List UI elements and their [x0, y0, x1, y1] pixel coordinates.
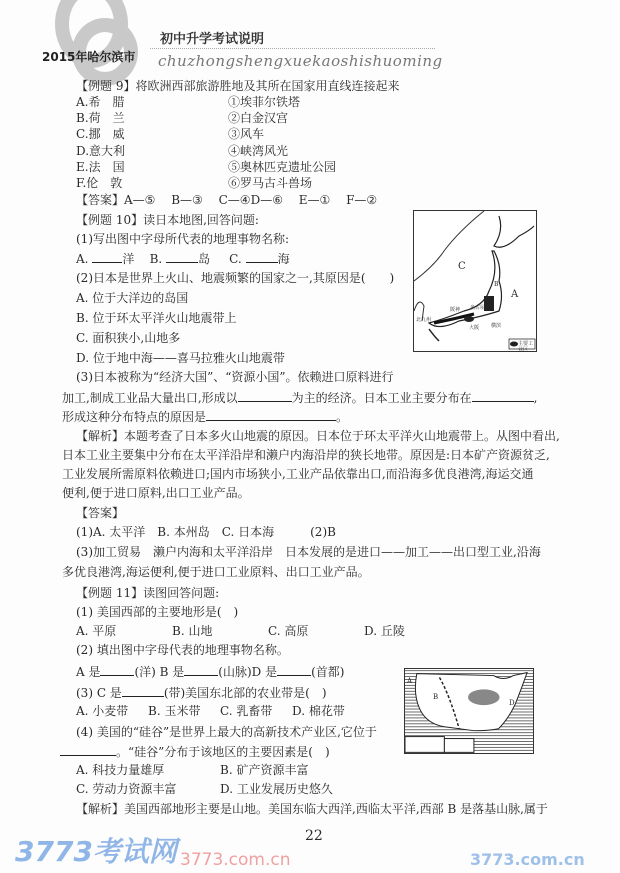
text: 形成这种分布特点的原因是 — [62, 410, 207, 424]
text: (带)美国东北部的农业带是( ) — [163, 686, 327, 700]
header-city: 2015年哈尔滨市 — [42, 50, 136, 64]
ex10-analysis: 日本工业主要集中分布在太平洋沿岸和濑户内海沿岸的狭长地带。原因是:日本矿产资源贫乏, — [62, 448, 550, 462]
ex9-country: E.法 国 — [76, 160, 125, 174]
text: 。 — [336, 410, 349, 424]
map-label-a: A — [407, 677, 413, 685]
ex11-q4: (4) 美国的“硅谷”是世界上最大的高新技术产业区,它位于 — [76, 725, 377, 739]
ex10-q3-line2 — [62, 389, 537, 406]
option: D. 工业发展历史悠久 — [220, 782, 333, 796]
ex11-q1: (1) 美国西部的主要地形是( ) — [76, 605, 239, 619]
map-city: 名古屋 — [470, 305, 486, 311]
text: , — [533, 391, 538, 405]
ex9-place: ⑥罗马古斗兽场 — [228, 176, 313, 190]
option: A. 小麦带 — [76, 704, 129, 718]
label: 岛 — [198, 252, 211, 266]
ex11-analysis: 【解析】美国西部地形主要是山地。美国东临大西洋,西临太平洋,西部 B 是落基山脉,属于 — [76, 802, 548, 816]
ex9-title: 【例题 9】将欧洲西部旅游胜地及其所在国家用直线连接起来 — [76, 79, 400, 93]
ex10-answer-label: 【答案】 — [76, 506, 125, 520]
ex10-answer: (1)A. 太平洋 B. 本州岛 C. 日本海 (2)B — [76, 525, 336, 539]
map-label-b: B — [433, 693, 439, 701]
answer-blank[interactable] — [184, 663, 218, 676]
ex10-analysis: 便利,便于进口原料,出口工业产品。 — [62, 486, 250, 500]
ex9-place: ②白金汉宫 — [228, 111, 289, 125]
label: 海 — [277, 252, 290, 266]
ex11-q1-options — [76, 623, 405, 639]
option: D. 棉花带 — [292, 704, 345, 718]
header-title: 初中升学考试说明 — [160, 32, 265, 47]
text: A 是 — [76, 665, 101, 679]
watermark-url: 3773.com.cn — [180, 850, 291, 870]
ex10-q1-blanks — [76, 250, 290, 267]
option: B. 玉米带 — [148, 704, 201, 718]
ex11-q4-options — [76, 762, 308, 778]
answer-blank[interactable] — [277, 663, 311, 676]
text: 。“硅谷”分布于该地区的主要因素是( ) — [116, 745, 330, 759]
ex10-q2-option: C. 面积狭小,山地多 — [76, 331, 181, 345]
label: 洋 — [122, 252, 135, 266]
ex9-country: D.意大利 — [76, 144, 126, 158]
japan-map — [413, 210, 537, 352]
watermark: 3773.com.cn — [470, 850, 585, 869]
header-pinyin: chuzhongshengxuekaoshishuoming — [158, 52, 443, 70]
ex10-q2: (2)日本是世界上火山、地震频繁的国家之一,其原因是( ) — [76, 271, 395, 285]
page-number: 22 — [305, 828, 323, 844]
watermark-logo: 3773考试网 — [15, 835, 177, 868]
map-city: 横滨 — [491, 323, 502, 329]
ex9-place: ④峡湾风光 — [228, 144, 289, 158]
map-label-c: C — [458, 261, 466, 272]
map-label-a: A — [511, 289, 519, 300]
answer-blank-c[interactable] — [246, 250, 278, 263]
ex9-country: B.荷 兰 — [76, 111, 125, 125]
ex9-country: A.希 腊 — [76, 95, 125, 109]
text: (3) C 是 — [76, 686, 122, 700]
option: A. 平原 — [76, 624, 117, 638]
ex10-q2-option: A. 位于大洋边的岛国 — [76, 291, 189, 305]
ex10-analysis: 工业发展所需原料依赖进口;国内市场狭小,工业产品依靠出口,而沿海多优良港湾,海运交通 — [62, 467, 534, 481]
answer-blank[interactable] — [60, 743, 116, 756]
ex10-title: 【例题 10】读日本地图,回答问题: — [76, 213, 259, 227]
map-label-b: B — [494, 281, 499, 288]
ex9-place: ①埃菲尔铁塔 — [228, 95, 301, 109]
usa-map — [404, 668, 534, 754]
header-divider — [150, 48, 435, 49]
ex9-place: ③风车 — [228, 127, 265, 141]
option: C. 高原 — [268, 624, 309, 638]
option: B. 矿产资源丰富 — [220, 763, 309, 777]
ex10-q3: (3)日本被称为“经济大国”、“资源小国”。依赖进口原料进行 — [76, 370, 394, 384]
text: (首都) — [311, 665, 345, 679]
ex11-q4-options — [76, 781, 333, 797]
answer-blank[interactable] — [472, 389, 534, 402]
ex10-q2-option: B. 位于环太平洋火山地震带上 — [76, 311, 237, 325]
ex10-q1: (1)写出图中字母所代表的地理事物名称: — [76, 232, 290, 246]
option: A. 科技力量雄厚 — [76, 763, 165, 777]
ex11-q3-options — [76, 703, 345, 719]
answer-blank-b[interactable] — [166, 250, 198, 263]
answer-blank[interactable] — [122, 684, 164, 697]
ex11-q3 — [76, 684, 327, 701]
text: 为主的经济。日本工业主要分布在 — [291, 391, 472, 405]
text: (洋) B 是 — [134, 665, 185, 679]
ex10-q2-option: D. 位于地中海——喜马拉雅火山地震带 — [76, 351, 285, 365]
ex9-country: C.挪 威 — [76, 127, 125, 141]
ex11-q4-line2 — [60, 743, 330, 760]
ex10-analysis: 【解析】本题考查了日本多火山地震的原因。日本位于环太平洋火山地震带上。从图中看出, — [76, 429, 560, 443]
ex11-title: 【例题 11】读图回答问题: — [76, 586, 220, 600]
answer-blank[interactable] — [100, 663, 134, 676]
option: D. 丘陵 — [364, 624, 405, 638]
option: B. 山地 — [172, 624, 213, 638]
ex9-answer: 【答案】A—⑤ B—③ C—④D—⑥ E—① F—② — [76, 193, 378, 207]
map-label-d: D — [509, 699, 515, 707]
label: B. — [149, 252, 163, 266]
ex11-q2: (2) 填出图中字母代表的地理事物名称。 — [76, 643, 289, 657]
map-city: 阪神 — [450, 307, 461, 313]
label: A. — [76, 252, 89, 266]
answer-blank-a[interactable] — [92, 250, 122, 263]
text: (山脉)D 是 — [218, 665, 278, 679]
option: C. 乳畜带 — [220, 704, 273, 718]
map-city: 大阪 — [469, 325, 480, 331]
text: 加工,制成工业品大量出口,形成以 — [62, 391, 238, 405]
ex9-country: F.伦 敦 — [76, 176, 123, 190]
usa-outline — [405, 669, 533, 753]
map-legend: 主要工业区 — [518, 341, 534, 353]
ex10-q3-line3 — [62, 408, 348, 425]
ex11-q2-blanks — [76, 663, 344, 680]
ex9-place: ⑤奥林匹克遗址公园 — [228, 160, 337, 174]
answer-blank[interactable] — [238, 389, 292, 402]
map-city: 北九州 — [416, 317, 432, 323]
ex10-answer: (3)加工贸易 濑户内海和太平洋沿岸 日本发展的是进口——加工——出口型工业,沿海 — [76, 545, 541, 559]
ex10-answer: 多优良港湾,海运便利,便于进口工业原料、出口工业产品。 — [62, 565, 370, 579]
option: C. 劳动力资源丰富 — [76, 782, 177, 796]
label: C. — [229, 252, 242, 266]
answer-blank[interactable] — [206, 408, 336, 421]
